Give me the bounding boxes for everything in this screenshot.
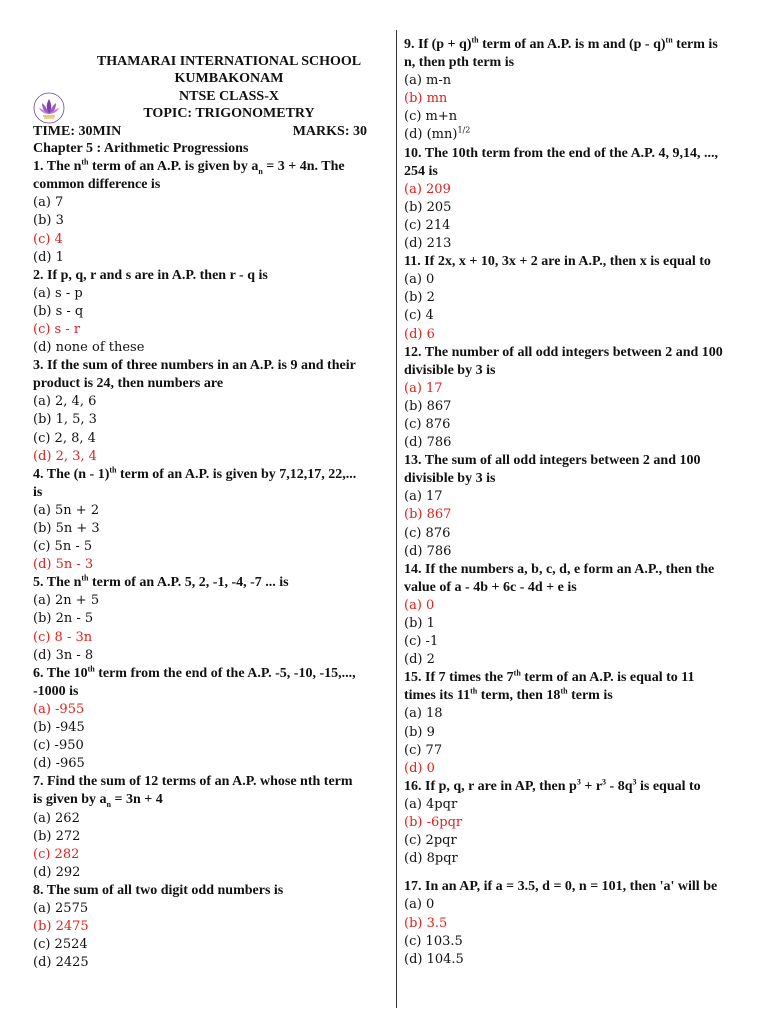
q4-option-a: (a) 5n + 2	[33, 502, 100, 518]
q14-option-c: (c) -1	[404, 634, 439, 650]
q13-option-b-answer: (b) 867	[404, 507, 452, 523]
q10-option-b: (b) 205	[404, 199, 452, 215]
question-4-text-cont: is	[33, 484, 43, 500]
q14-option-a-answer: (a) 0	[404, 597, 435, 613]
q4-option-c: (c) 5n - 5	[33, 539, 93, 555]
question-3-text: 3. If the sum of three numbers in an A.P. is 9 and their	[33, 358, 356, 374]
question-14-text: 14. If the numbers a, b, c, d, e form an A.P., then the	[404, 561, 715, 577]
q10-option-d: (d) 213	[404, 236, 452, 252]
q6-option-d: (d) -965	[33, 756, 85, 772]
q8-option-c: (c) 2524	[33, 937, 88, 953]
q16-option-d: (d) 8pqr	[404, 851, 458, 867]
q3-option-d-answer: (d) 2, 3, 4	[33, 448, 97, 464]
q8-option-a: (a) 2575	[33, 900, 89, 916]
question-11-text: 11. If 2x, x + 10, 3x + 2 are in A.P., then x is equal to	[404, 254, 711, 270]
left-column	[33, 36, 385, 972]
q6-option-c: (c) -950	[33, 738, 84, 754]
q7-option-d: (d) 292	[33, 864, 81, 880]
school-city: KUMBAKONAM	[174, 71, 284, 87]
q16-option-c: (c) 2pqr	[404, 833, 457, 849]
q9-option-a: (a) m-n	[404, 73, 452, 89]
q3-option-a: (a) 2, 4, 6	[33, 394, 97, 410]
question-13-text-cont: divisible by 3 is	[404, 471, 496, 487]
q11-option-d-answer: (d) 6	[404, 326, 435, 342]
question-4-text: 4. The (n - 1)$^{th}$ term of an A.P. is given by 7,12,17, 22,...	[33, 465, 357, 482]
q12-option-b: (b) 867	[404, 398, 452, 414]
q8-option-b-answer: (b) 2475	[33, 919, 89, 935]
q3-option-b: (b) 1, 5, 3	[33, 412, 97, 428]
exam-name: NTSE CLASS-X	[179, 88, 279, 104]
q11-option-a: (a) 0	[404, 272, 435, 288]
q17-option-d: (d) 104.5	[404, 951, 464, 967]
q13-option-a: (a) 17	[404, 489, 443, 505]
q15-option-a: (a) 18	[404, 706, 443, 722]
spacer	[404, 868, 756, 878]
q5-option-b: (b) 2n - 5	[33, 611, 94, 627]
time-marks-row	[33, 123, 385, 140]
q6-option-b: (b) -945	[33, 720, 85, 736]
column-divider	[396, 30, 397, 1008]
question-14-text-cont: value of a - 4b + 6c - 4d + e is	[404, 579, 577, 595]
q7-option-b: (b) 272	[33, 828, 81, 844]
lotus-logo-icon	[33, 92, 65, 124]
question-1-text: 1. The $n^{th}$ term of an A.P. is given by $a_n = 3 + 4n$. The	[33, 157, 345, 176]
q6-option-a-answer: (a) -955	[33, 701, 85, 717]
question-3-text-cont: product is 24, then numbers are	[33, 376, 224, 392]
question-12-text: 12. The number of all odd integers between 2 and 100	[404, 344, 723, 360]
q16-option-a: (a) 4pqr	[404, 796, 458, 812]
q7-option-a: (a) 262	[33, 810, 80, 826]
question-16-text: 16. If p, q, r are in AP, then $p^3 + r^3 - 8q^3$ is equal to	[404, 777, 701, 794]
question-15-text-cont: times its 11th term, then 18th term is	[404, 686, 613, 704]
q11-option-c: (c) 4	[404, 308, 434, 324]
q4-option-d-answer: (d) 5n - 3	[33, 557, 94, 573]
q12-option-d: (d) 786	[404, 435, 452, 451]
q1-option-c-answer: (c) 4	[33, 231, 63, 247]
question-9-text-cont: n, then pth term is	[404, 55, 515, 71]
question-6-text: 6. The 10th term from the end of the A.P. -5, -10, -15,...,	[33, 664, 356, 681]
question-12-text-cont: divisible by 3 is	[404, 362, 496, 378]
q17-option-c: (c) 103.5	[404, 933, 463, 949]
q4-option-b: (b) 5n + 3	[33, 521, 100, 536]
q2-option-c-answer: (c) s - r	[33, 321, 81, 337]
q2-option-b: (b) s - q	[33, 303, 84, 319]
school-name: THAMARAI INTERNATIONAL SCHOOL	[96, 54, 362, 69]
q16-option-b-answer: (b) -6pqr	[404, 815, 463, 831]
question-15-text: 15. If 7 times the 7th term of an A.P. is equal to 11	[404, 668, 695, 686]
question-2-text: 2. If p, q, r and s are in A.P. then r - q is	[33, 267, 268, 283]
question-10-text-cont: 254 is	[404, 163, 438, 179]
question-1-text-cont: common difference is	[33, 177, 161, 193]
q15-option-c: (c) 77	[404, 742, 443, 758]
topic-line: TOPIC: TRIGONOMETRY	[143, 106, 315, 122]
q10-option-a-answer: (a) 209	[404, 181, 451, 197]
q14-option-b: (b) 1	[404, 616, 435, 631]
q1-option-d: (d) 1	[33, 249, 64, 265]
q17-option-a: (a) 0	[404, 897, 435, 913]
q13-option-c: (c) 876	[404, 525, 451, 541]
q9-option-c: (c) m+n	[404, 109, 458, 125]
q14-option-d: (d) 2	[404, 652, 435, 668]
q15-option-b: (b) 9	[404, 724, 435, 740]
q9-option-d: (d) (mn)$^{1/2}$	[404, 126, 471, 143]
q2-option-d: (d) none of these	[33, 340, 145, 356]
question-13-text: 13. The sum of all odd integers between 2 and 100	[404, 453, 701, 469]
q10-option-c: (c) 214	[404, 217, 451, 233]
q13-option-d: (d) 786	[404, 543, 452, 559]
question-5-text: 5. The $n^{th}$ term of an A.P. 5, 2, -1, -4, -7 ... is	[33, 573, 289, 591]
q17-option-b-answer: (b) 3.5	[404, 915, 448, 931]
question-10-text: 10. The 10th term from the end of the A.P. 4, 9,14, ...,	[404, 145, 718, 161]
q9-option-b-answer: (b) mn	[404, 91, 448, 107]
q2-option-a: (a) s - p	[33, 285, 83, 301]
question-7-text-cont: is given by $a_n = 3n + 4$	[33, 792, 163, 810]
right-column	[404, 36, 756, 969]
q5-option-a: (a) 2n + 5	[33, 593, 100, 609]
question-6-text-cont: -1000 is	[33, 683, 79, 699]
question-8-text: 8. The sum of all two digit odd numbers is	[33, 882, 284, 898]
marks-label: MARKS: 30	[292, 123, 367, 139]
q1-option-b: (b) 3	[33, 213, 64, 229]
q5-option-c-answer: (c) 8 - 3n	[33, 629, 93, 645]
q8-option-d: (d) 2425	[33, 955, 89, 971]
q3-option-c: (c) 2, 8, 4	[33, 430, 96, 446]
q12-option-a-answer: (a) 17	[404, 380, 443, 396]
question-17-text: 17. In an AP, if a = 3.5, d = 0, n = 101, then 'a' will be	[404, 879, 718, 895]
q11-option-b: (b) 2	[404, 290, 435, 306]
q7-option-c-answer: (c) 282	[33, 846, 80, 862]
time-label: TIME: 30MIN	[33, 123, 122, 139]
q15-option-d-answer: (d) 0	[404, 760, 435, 776]
question-7-text: 7. Find the sum of 12 terms of an A.P. whose nth term	[33, 774, 353, 790]
q5-option-d: (d) 3n - 8	[33, 647, 94, 663]
chapter-title: Chapter 5 : Arithmetic Progressions	[33, 141, 249, 157]
q12-option-c: (c) 876	[404, 416, 451, 432]
question-9-text: 9. If $(p + q)^{th}$ term of an A.P. is m and (p - q)$^{tn}$ term is	[404, 35, 718, 52]
q1-option-a: (a) 7	[33, 195, 64, 211]
